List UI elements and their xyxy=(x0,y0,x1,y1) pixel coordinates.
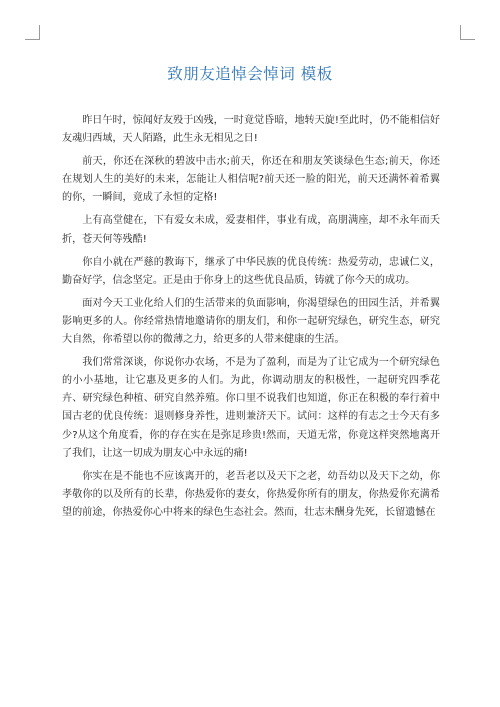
document-title: 致朋友追悼会悼词 模板 xyxy=(167,65,333,83)
crop-mark-top-left xyxy=(25,25,40,40)
crop-mark-top-right xyxy=(460,25,475,40)
document-body xyxy=(62,112,440,527)
paragraph: 前天，你还在深秋的碧波中击水;前天，你还在和朋友笑谈绿色生态;前天，你还在规划人生的美好的未来，怎能让人相信呢?前天还一脸的阳光，前天还满怀着希翼的你，一瞬间，竟成了永恒的定格! xyxy=(62,156,440,204)
paragraph: 你实在是不能也不应该离开的，老吾老以及天下之老，幼吾幼以及天下之幼，你孝敬你的以及所有的长辈，你热爱你的妻女，你热爱你所有的朋友，你热爱你充满希望的前途，你热爱你心中将来的绿色生态社会。然而，壮志未酬身先死，长留遗憾在 xyxy=(62,470,440,518)
paragraph: 你自小就在严慈的教诲下，继承了中华民族的优良传统：热爱劳动，忠诚仁义，勤奋好学，信念坚定。正是由于你身上的这些优良品质，铸就了你今天的成功。 xyxy=(62,256,440,286)
paragraph: 面对今天工业化给人们的生活带来的负面影响，你渴望绿色的田园生活，并希翼影响更多的人。你经常热情地邀请你的朋友们，和你一起研究绿色，研究生态，研究大自然，你希望以你的微薄之力，给更多的人带来健康的生活。 xyxy=(62,297,440,346)
paragraph: 昨日午时，惊闻好友殁于凶残，一时竟觉昏暗，地转天旋!至此时，仍不能相信好友魂归西域，天人陌路，此生永无相见之日! xyxy=(62,115,440,145)
paragraph: 上有高堂健在，下有爱女未成，爱妻相伴，事业有成，高朋满座，却不永年而夭折，苍天何等残酷! xyxy=(62,215,440,245)
paragraph: 我们常常深谈，你说你办农场，不是为了盈利，而是为了让它成为一个研究绿色的小小基地，让它惠及更多的人们。为此，你调动朋友的积极性，一起研究四季花卉、研究绿色种植、研究自然养殖。你口里不说我们也知道，你正在积极的奉行着中国古老的优良传统：退则修身养性，进则兼济天下。试问：这样的有志之士今天有多少?从这个角度看，你的存在实在是弥足珍贵!然而，天道无常，你竟这样突然地离开了我们，让这一切成为朋友心中永远的痛! xyxy=(62,357,440,459)
